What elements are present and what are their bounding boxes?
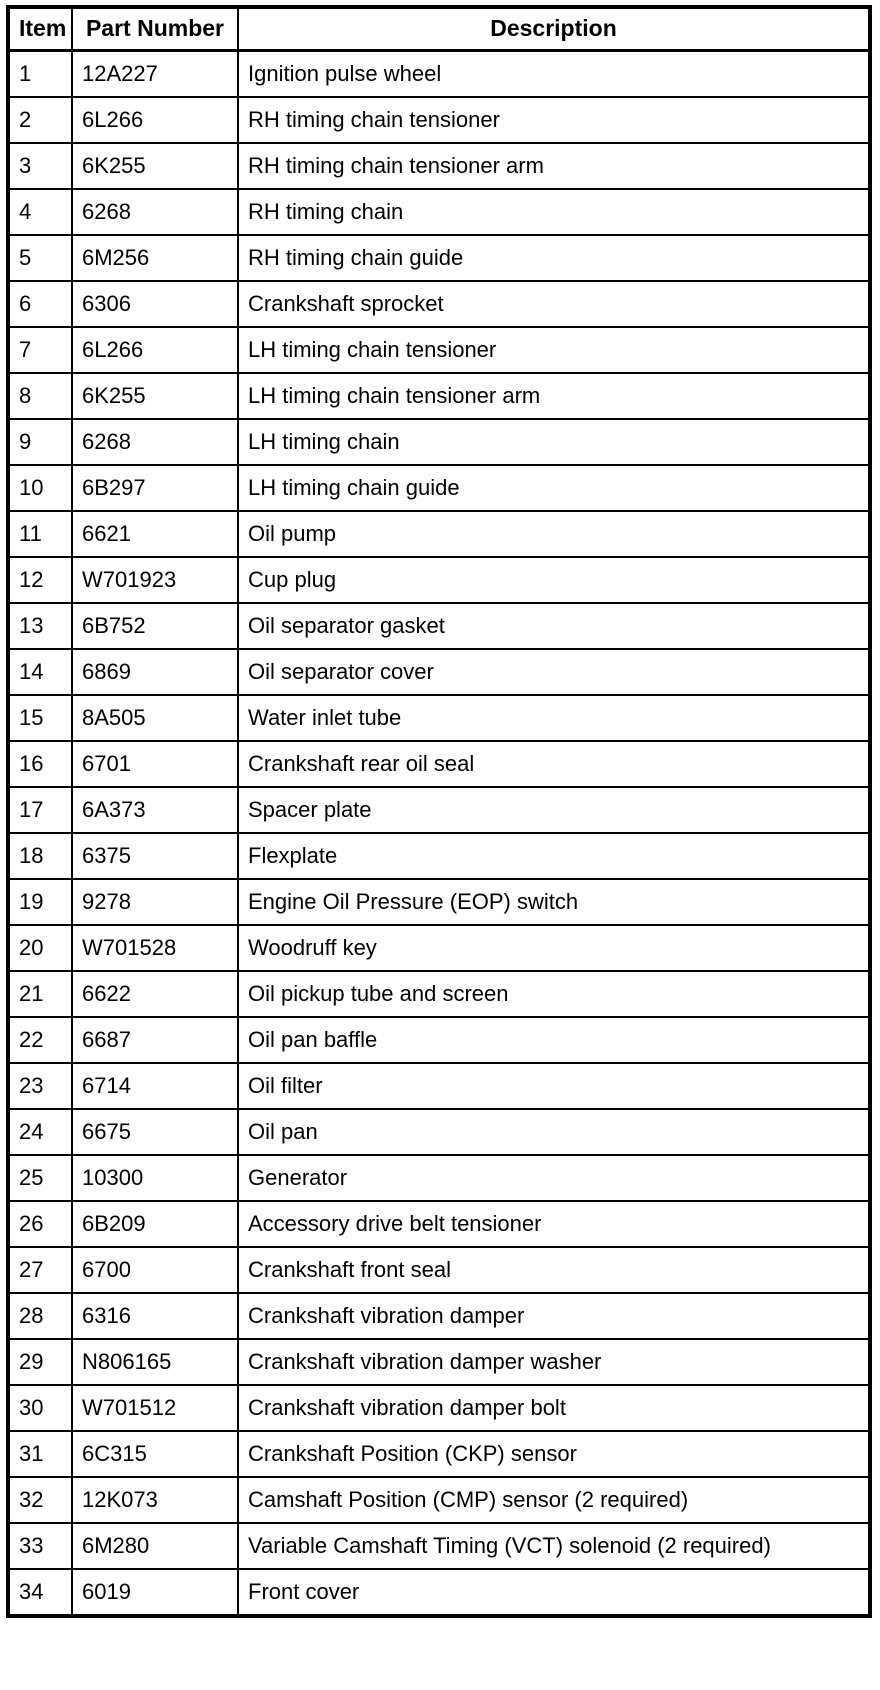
part-number-cell: 6687 xyxy=(72,1017,238,1063)
item-cell: 7 xyxy=(8,327,72,373)
item-cell: 21 xyxy=(8,971,72,1017)
description-cell: Water inlet tube xyxy=(238,695,870,741)
description-cell: Crankshaft rear oil seal xyxy=(238,741,870,787)
table-row xyxy=(8,51,870,98)
item-cell: 23 xyxy=(8,1063,72,1109)
part-number-cell: 6B209 xyxy=(72,1201,238,1247)
table-row xyxy=(8,833,870,879)
item-cell: 16 xyxy=(8,741,72,787)
item-cell: 12 xyxy=(8,557,72,603)
part-number-cell: 6C315 xyxy=(72,1431,238,1477)
description-cell: LH timing chain tensioner xyxy=(238,327,870,373)
description-cell: Crankshaft front seal xyxy=(238,1247,870,1293)
part-number-cell: N806165 xyxy=(72,1339,238,1385)
item-cell: 26 xyxy=(8,1201,72,1247)
description-cell: Cup plug xyxy=(238,557,870,603)
description-cell: LH timing chain tensioner arm xyxy=(238,373,870,419)
description-cell: Spacer plate xyxy=(238,787,870,833)
item-cell: 32 xyxy=(8,1477,72,1523)
item-cell: 25 xyxy=(8,1155,72,1201)
table-row xyxy=(8,235,870,281)
part-number-cell: 6869 xyxy=(72,649,238,695)
part-number-cell: 6375 xyxy=(72,833,238,879)
header-row xyxy=(8,7,870,51)
item-cell: 17 xyxy=(8,787,72,833)
description-cell: Flexplate xyxy=(238,833,870,879)
column-header-part-number: Part Number xyxy=(72,7,238,51)
table-row xyxy=(8,787,870,833)
part-number-cell: 6306 xyxy=(72,281,238,327)
item-cell: 22 xyxy=(8,1017,72,1063)
part-number-cell: 6B752 xyxy=(72,603,238,649)
item-cell: 13 xyxy=(8,603,72,649)
part-number-cell: 6268 xyxy=(72,419,238,465)
item-cell: 29 xyxy=(8,1339,72,1385)
description-cell: RH timing chain xyxy=(238,189,870,235)
table-row xyxy=(8,1385,870,1431)
table-row xyxy=(8,1247,870,1293)
description-cell: Camshaft Position (CMP) sensor (2 required) xyxy=(238,1477,870,1523)
item-cell: 11 xyxy=(8,511,72,557)
column-header-description: Description xyxy=(238,7,870,51)
table-row xyxy=(8,1431,870,1477)
item-cell: 28 xyxy=(8,1293,72,1339)
part-number-cell: 12K073 xyxy=(72,1477,238,1523)
part-number-cell: 8A505 xyxy=(72,695,238,741)
description-cell: Oil separator cover xyxy=(238,649,870,695)
description-cell: Crankshaft vibration damper washer xyxy=(238,1339,870,1385)
table-row xyxy=(8,695,870,741)
table-row xyxy=(8,649,870,695)
item-cell: 8 xyxy=(8,373,72,419)
part-number-cell: 6621 xyxy=(72,511,238,557)
part-number-cell: 6268 xyxy=(72,189,238,235)
table-row xyxy=(8,557,870,603)
part-number-cell: 6K255 xyxy=(72,373,238,419)
table-row xyxy=(8,97,870,143)
part-number-cell: 6K255 xyxy=(72,143,238,189)
part-number-cell: 6A373 xyxy=(72,787,238,833)
table-header xyxy=(8,7,870,51)
table-row xyxy=(8,465,870,511)
part-number-cell: 6L266 xyxy=(72,97,238,143)
item-cell: 24 xyxy=(8,1109,72,1155)
description-cell: RH timing chain tensioner xyxy=(238,97,870,143)
item-cell: 6 xyxy=(8,281,72,327)
item-cell: 20 xyxy=(8,925,72,971)
table-row xyxy=(8,1523,870,1569)
description-cell: Crankshaft vibration damper xyxy=(238,1293,870,1339)
table-row xyxy=(8,1017,870,1063)
table-row xyxy=(8,1477,870,1523)
item-cell: 10 xyxy=(8,465,72,511)
part-number-cell: 6L266 xyxy=(72,327,238,373)
table-row xyxy=(8,1155,870,1201)
description-cell: Accessory drive belt tensioner xyxy=(238,1201,870,1247)
description-cell: Oil pan xyxy=(238,1109,870,1155)
part-number-cell: 6701 xyxy=(72,741,238,787)
table-row xyxy=(8,1293,870,1339)
item-cell: 34 xyxy=(8,1569,72,1616)
column-header-item: Item xyxy=(8,7,72,51)
item-cell: 33 xyxy=(8,1523,72,1569)
item-cell: 18 xyxy=(8,833,72,879)
item-cell: 5 xyxy=(8,235,72,281)
table-row xyxy=(8,281,870,327)
part-number-cell: 6M256 xyxy=(72,235,238,281)
table-row xyxy=(8,1339,870,1385)
table-row xyxy=(8,971,870,1017)
description-cell: LH timing chain xyxy=(238,419,870,465)
table-row xyxy=(8,327,870,373)
description-cell: Variable Camshaft Timing (VCT) solenoid (2 required) xyxy=(238,1523,870,1569)
description-cell: LH timing chain guide xyxy=(238,465,870,511)
part-number-cell: 6316 xyxy=(72,1293,238,1339)
part-number-cell: W701923 xyxy=(72,557,238,603)
table-row xyxy=(8,511,870,557)
part-number-cell: 10300 xyxy=(72,1155,238,1201)
part-number-cell: W701512 xyxy=(72,1385,238,1431)
table-row xyxy=(8,419,870,465)
description-cell: Crankshaft sprocket xyxy=(238,281,870,327)
description-cell: Oil filter xyxy=(238,1063,870,1109)
item-cell: 14 xyxy=(8,649,72,695)
description-cell: Ignition pulse wheel xyxy=(238,51,870,98)
part-number-cell: W701528 xyxy=(72,925,238,971)
table-row xyxy=(8,741,870,787)
description-cell: Crankshaft vibration damper bolt xyxy=(238,1385,870,1431)
table-row xyxy=(8,603,870,649)
table-row xyxy=(8,189,870,235)
description-cell: Oil pump xyxy=(238,511,870,557)
part-number-cell: 6M280 xyxy=(72,1523,238,1569)
table-row xyxy=(8,925,870,971)
table-row xyxy=(8,373,870,419)
description-cell: Oil separator gasket xyxy=(238,603,870,649)
description-cell: RH timing chain tensioner arm xyxy=(238,143,870,189)
part-number-cell: 6B297 xyxy=(72,465,238,511)
description-cell: RH timing chain guide xyxy=(238,235,870,281)
part-number-cell: 6622 xyxy=(72,971,238,1017)
part-number-cell: 6714 xyxy=(72,1063,238,1109)
description-cell: Crankshaft Position (CKP) sensor xyxy=(238,1431,870,1477)
item-cell: 30 xyxy=(8,1385,72,1431)
table-row xyxy=(8,1201,870,1247)
table-row xyxy=(8,1569,870,1616)
description-cell: Generator xyxy=(238,1155,870,1201)
table-row xyxy=(8,1109,870,1155)
description-cell: Oil pickup tube and screen xyxy=(238,971,870,1017)
item-cell: 27 xyxy=(8,1247,72,1293)
item-cell: 4 xyxy=(8,189,72,235)
table-row xyxy=(8,879,870,925)
part-number-cell: 6019 xyxy=(72,1569,238,1616)
table-row xyxy=(8,1063,870,1109)
item-cell: 9 xyxy=(8,419,72,465)
table-body xyxy=(8,51,870,1617)
description-cell: Engine Oil Pressure (EOP) switch xyxy=(238,879,870,925)
part-number-cell: 9278 xyxy=(72,879,238,925)
item-cell: 15 xyxy=(8,695,72,741)
part-number-cell: 6700 xyxy=(72,1247,238,1293)
item-cell: 31 xyxy=(8,1431,72,1477)
item-cell: 1 xyxy=(8,51,72,98)
parts-table xyxy=(6,5,872,1618)
part-number-cell: 12A227 xyxy=(72,51,238,98)
item-cell: 19 xyxy=(8,879,72,925)
item-cell: 2 xyxy=(8,97,72,143)
description-cell: Oil pan baffle xyxy=(238,1017,870,1063)
description-cell: Front cover xyxy=(238,1569,870,1616)
description-cell: Woodruff key xyxy=(238,925,870,971)
part-number-cell: 6675 xyxy=(72,1109,238,1155)
table-row xyxy=(8,143,870,189)
item-cell: 3 xyxy=(8,143,72,189)
